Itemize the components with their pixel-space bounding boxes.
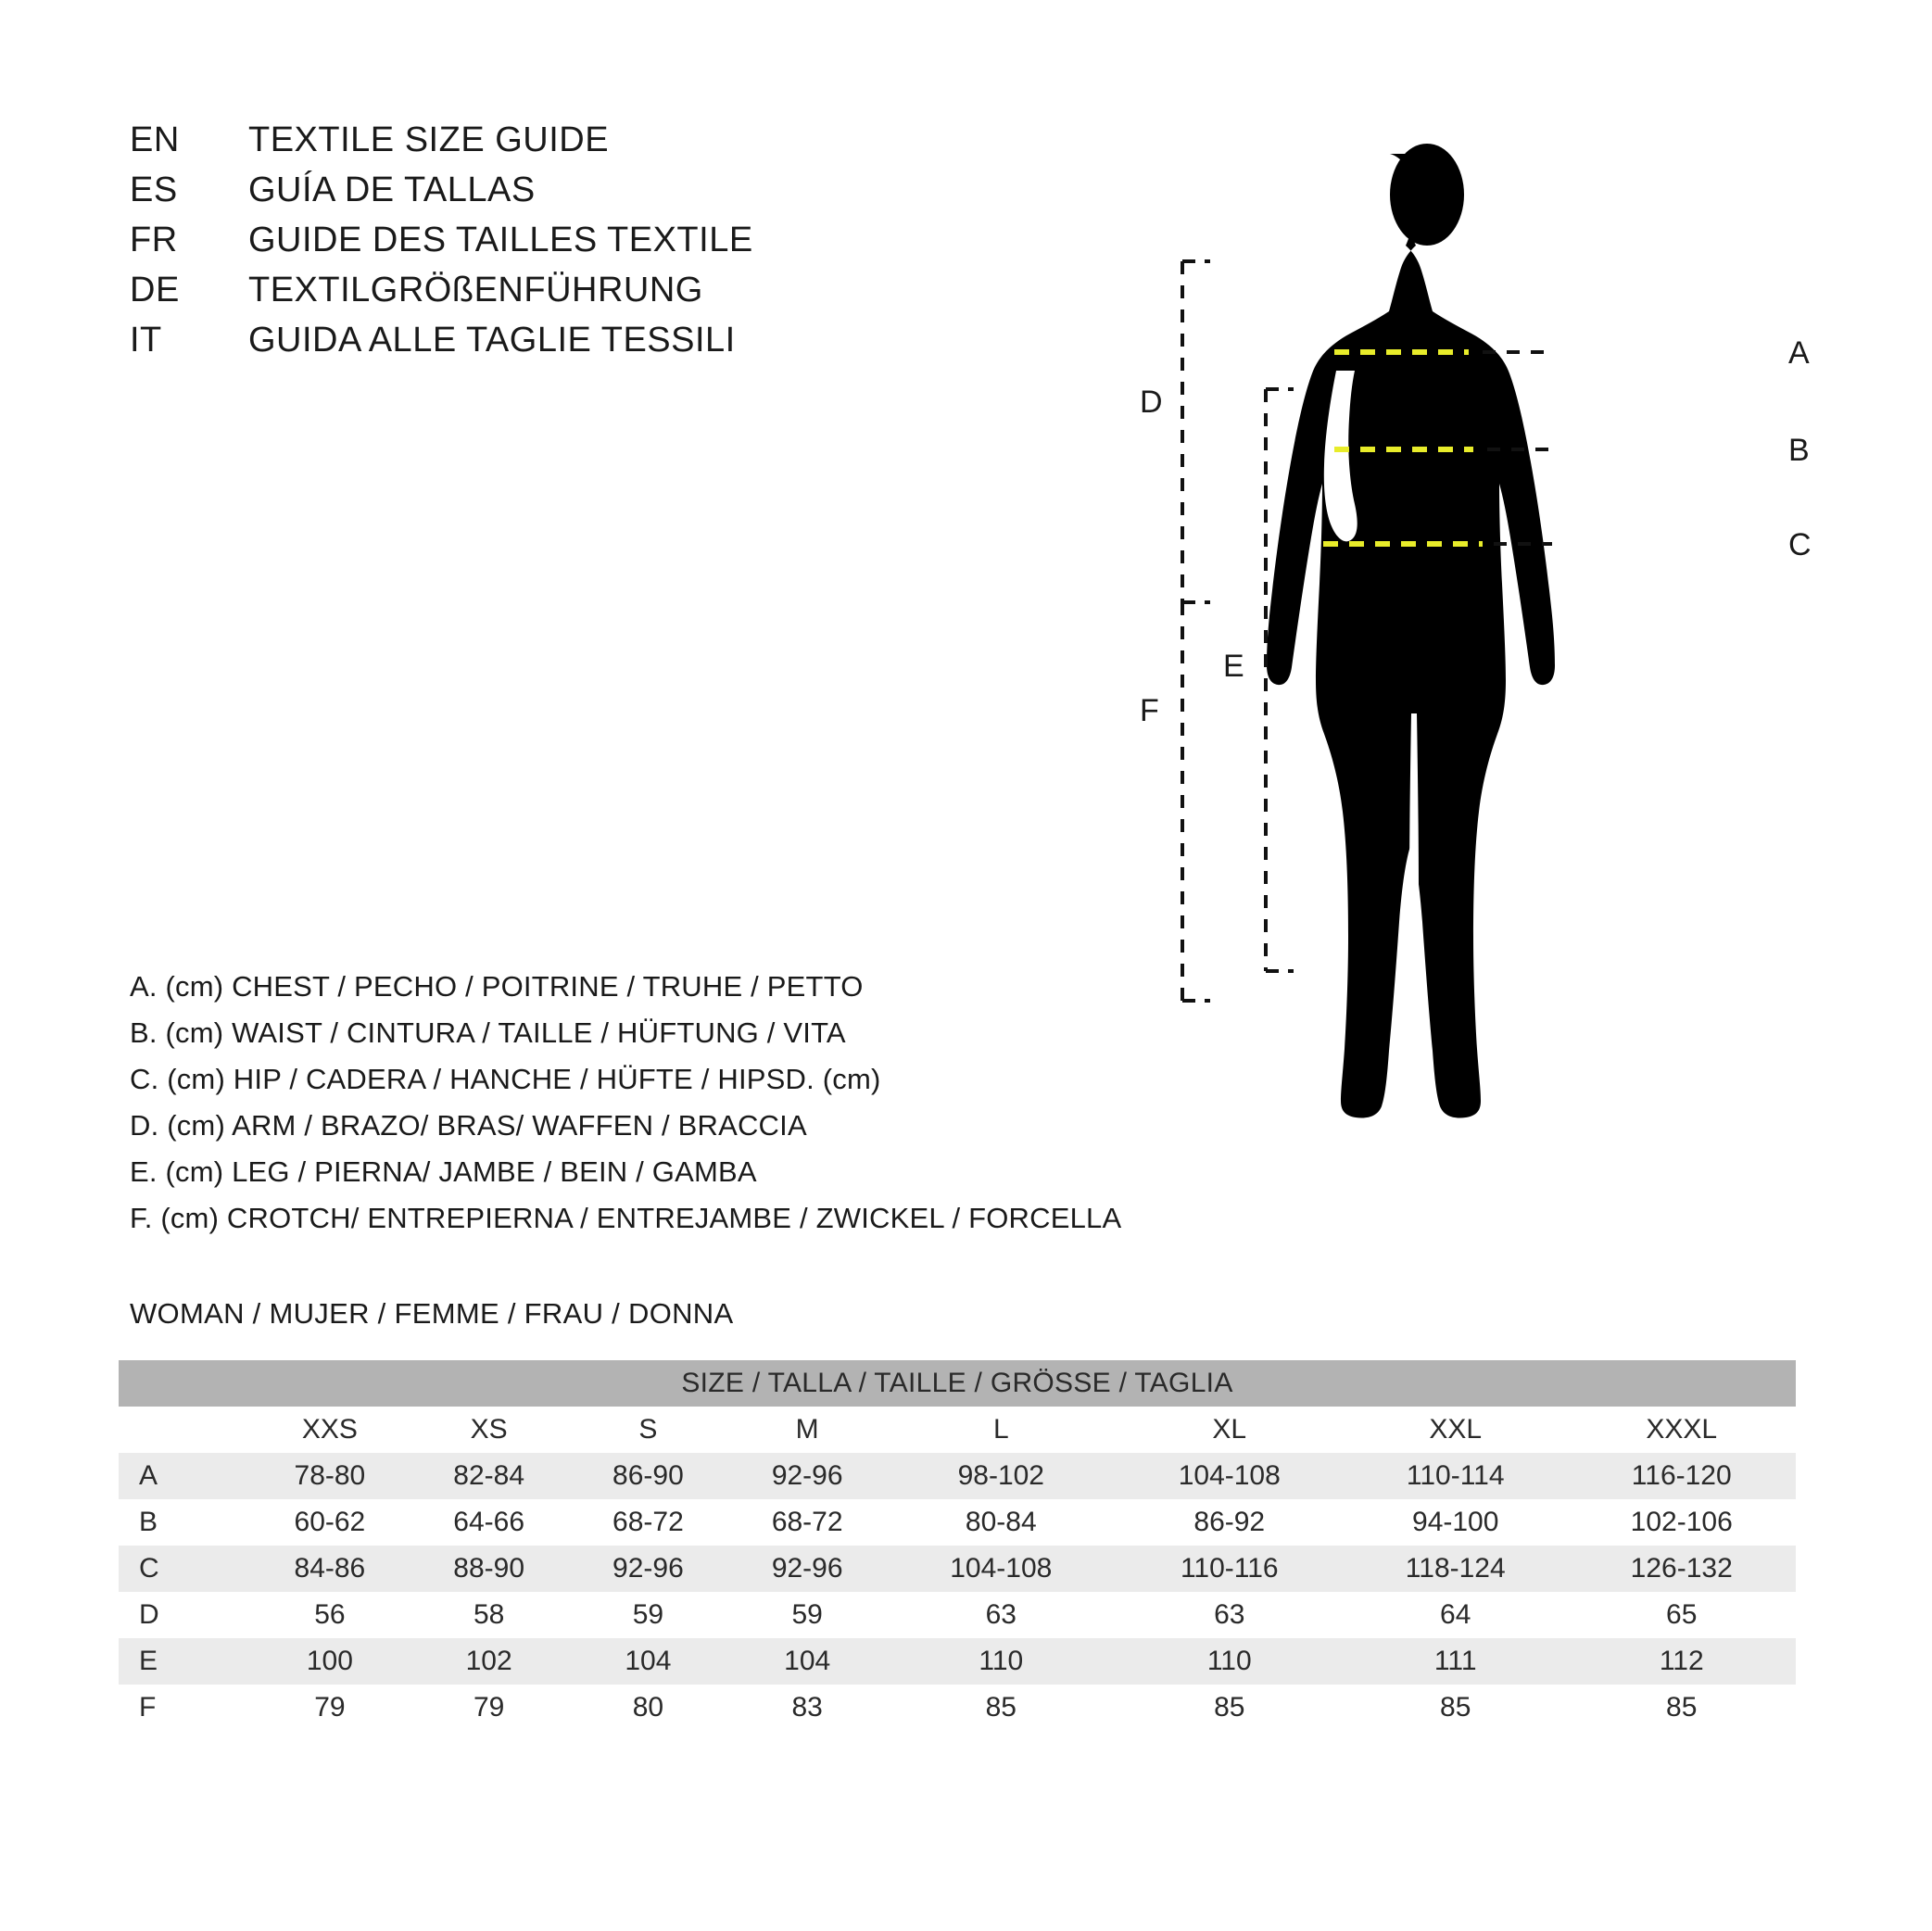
cell-c-s: 92-96 bbox=[569, 1546, 728, 1592]
cell-a-xl: 104-108 bbox=[1116, 1453, 1344, 1499]
cell-b-m: 68-72 bbox=[727, 1499, 887, 1546]
title-row bbox=[130, 271, 964, 321]
cell-c-m: 92-96 bbox=[727, 1546, 887, 1592]
title-lang-fr: FR bbox=[130, 221, 178, 259]
table-row bbox=[119, 1685, 1796, 1731]
title-row bbox=[130, 221, 964, 271]
cell-a-l: 98-102 bbox=[887, 1453, 1115, 1499]
cell-d-s: 59 bbox=[569, 1592, 728, 1638]
cell-c-l: 104-108 bbox=[887, 1546, 1115, 1592]
row-header-e: E bbox=[119, 1638, 250, 1685]
legend-item-f: F. (cm) CROTCH/ ENTREPIERNA / ENTREJAMBE / ZWICKEL / FORCELLA bbox=[130, 1202, 1122, 1234]
title-text-it: GUIDA ALLE TAGLIE TESSILI bbox=[248, 321, 736, 360]
row-header-a: A bbox=[119, 1453, 250, 1499]
cell-f-m: 83 bbox=[727, 1685, 887, 1731]
title-lang-it: IT bbox=[130, 321, 162, 360]
cell-a-xxxl: 116-120 bbox=[1567, 1453, 1796, 1499]
cell-f-xxs: 79 bbox=[250, 1685, 410, 1731]
cell-b-s: 68-72 bbox=[569, 1499, 728, 1546]
table-row bbox=[119, 1638, 1796, 1685]
title-row bbox=[130, 321, 964, 371]
legend-item-b: B. (cm) WAIST / CINTURA / TAILLE / HÜFTUNG / VITA bbox=[130, 1016, 846, 1049]
title-text-fr: GUIDE DES TAILLES TEXTILE bbox=[248, 221, 753, 259]
bracket-label-e: E bbox=[1223, 649, 1244, 684]
legend-item-d: D. (cm) ARM / BRAZO/ BRAS/ WAFFEN / BRACCIA bbox=[130, 1109, 807, 1142]
col-header-xxs: XXS bbox=[250, 1407, 410, 1453]
cell-d-l: 63 bbox=[887, 1592, 1115, 1638]
cell-d-xxxl: 65 bbox=[1567, 1592, 1796, 1638]
marker-label-a: A bbox=[1788, 335, 1810, 371]
legend-item-a: A. (cm) CHEST / PECHO / POITRINE / TRUHE / PETTO bbox=[130, 970, 864, 1003]
woman-silhouette-icon bbox=[1267, 144, 1555, 1118]
measurement-figure bbox=[1140, 65, 1909, 1223]
bracket-label-d: D bbox=[1140, 385, 1163, 420]
row-header-c: C bbox=[119, 1546, 250, 1592]
col-header-s: S bbox=[569, 1407, 728, 1453]
row-header-d: D bbox=[119, 1592, 250, 1638]
bracket-d bbox=[1182, 261, 1210, 602]
title-lang-en: EN bbox=[130, 120, 180, 159]
cell-d-xxs: 56 bbox=[250, 1592, 410, 1638]
cell-b-xs: 64-66 bbox=[410, 1499, 569, 1546]
table-corner-cell bbox=[119, 1407, 250, 1453]
table-row bbox=[119, 1453, 1796, 1499]
cell-b-l: 80-84 bbox=[887, 1499, 1115, 1546]
bracket-f bbox=[1182, 602, 1210, 1001]
col-header-xl: XL bbox=[1116, 1407, 1344, 1453]
group-label: WOMAN / MUJER / FEMME / FRAU / DONNA bbox=[130, 1297, 734, 1330]
cell-c-xxl: 118-124 bbox=[1344, 1546, 1567, 1592]
table-title: SIZE / TALLA / TAILLE / GRÖSSE / TAGLIA bbox=[119, 1360, 1796, 1407]
cell-e-xxl: 111 bbox=[1344, 1638, 1567, 1685]
cell-c-xxs: 84-86 bbox=[250, 1546, 410, 1592]
cell-a-xs: 82-84 bbox=[410, 1453, 569, 1499]
cell-e-xxs: 100 bbox=[250, 1638, 410, 1685]
table-row bbox=[119, 1592, 1796, 1638]
cell-d-xl: 63 bbox=[1116, 1592, 1344, 1638]
cell-e-xs: 102 bbox=[410, 1638, 569, 1685]
title-lang-es: ES bbox=[130, 170, 178, 209]
size-table bbox=[119, 1360, 1796, 1731]
legend-item-e: E. (cm) LEG / PIERNA/ JAMBE / BEIN / GAMBA bbox=[130, 1155, 757, 1188]
table-row bbox=[119, 1546, 1796, 1592]
cell-c-xl: 110-116 bbox=[1116, 1546, 1344, 1592]
cell-f-s: 80 bbox=[569, 1685, 728, 1731]
marker-label-b: B bbox=[1788, 433, 1810, 468]
cell-a-xxl: 110-114 bbox=[1344, 1453, 1567, 1499]
col-header-xxl: XXL bbox=[1344, 1407, 1567, 1453]
cell-b-xl: 86-92 bbox=[1116, 1499, 1344, 1546]
cell-f-l: 85 bbox=[887, 1685, 1115, 1731]
title-row bbox=[130, 170, 964, 221]
title-text-en: TEXTILE SIZE GUIDE bbox=[248, 120, 610, 159]
title-block bbox=[130, 120, 964, 371]
cell-c-xxxl: 126-132 bbox=[1567, 1546, 1796, 1592]
title-lang-de: DE bbox=[130, 271, 180, 309]
cell-e-l: 110 bbox=[887, 1638, 1115, 1685]
cell-e-s: 104 bbox=[569, 1638, 728, 1685]
cell-d-xs: 58 bbox=[410, 1592, 569, 1638]
bracket-label-f: F bbox=[1140, 693, 1159, 728]
col-header-xs: XS bbox=[410, 1407, 569, 1453]
figure-svg bbox=[1149, 65, 1909, 1223]
legend-item-c: C. (cm) HIP / CADERA / HANCHE / HÜFTE / HIPSD. (cm) bbox=[130, 1063, 881, 1095]
cell-f-xxl: 85 bbox=[1344, 1685, 1567, 1731]
cell-b-xxl: 94-100 bbox=[1344, 1499, 1567, 1546]
cell-c-xs: 88-90 bbox=[410, 1546, 569, 1592]
cell-f-xl: 85 bbox=[1116, 1685, 1344, 1731]
cell-d-xxl: 64 bbox=[1344, 1592, 1567, 1638]
marker-label-c: C bbox=[1788, 527, 1812, 562]
col-header-l: L bbox=[887, 1407, 1115, 1453]
title-text-de: TEXTILGRÖßENFÜHRUNG bbox=[248, 271, 703, 309]
cell-f-xxxl: 85 bbox=[1567, 1685, 1796, 1731]
cell-f-xs: 79 bbox=[410, 1685, 569, 1731]
table-title-row bbox=[119, 1360, 1796, 1407]
cell-d-m: 59 bbox=[727, 1592, 887, 1638]
measurement-legend bbox=[130, 964, 1242, 1242]
row-header-b: B bbox=[119, 1499, 250, 1546]
cell-e-xl: 110 bbox=[1116, 1638, 1344, 1685]
col-header-m: M bbox=[727, 1407, 887, 1453]
cell-a-xxs: 78-80 bbox=[250, 1453, 410, 1499]
cell-e-m: 104 bbox=[727, 1638, 887, 1685]
title-row bbox=[130, 120, 964, 170]
col-header-xxxl: XXXL bbox=[1567, 1407, 1796, 1453]
cell-a-s: 86-90 bbox=[569, 1453, 728, 1499]
title-text-es: GUÍA DE TALLAS bbox=[248, 170, 536, 209]
cell-a-m: 92-96 bbox=[727, 1453, 887, 1499]
cell-e-xxxl: 112 bbox=[1567, 1638, 1796, 1685]
table-row bbox=[119, 1499, 1796, 1546]
cell-b-xxxl: 102-106 bbox=[1567, 1499, 1796, 1546]
table-header-row bbox=[119, 1407, 1796, 1453]
row-header-f: F bbox=[119, 1685, 250, 1731]
cell-b-xxs: 60-62 bbox=[250, 1499, 410, 1546]
